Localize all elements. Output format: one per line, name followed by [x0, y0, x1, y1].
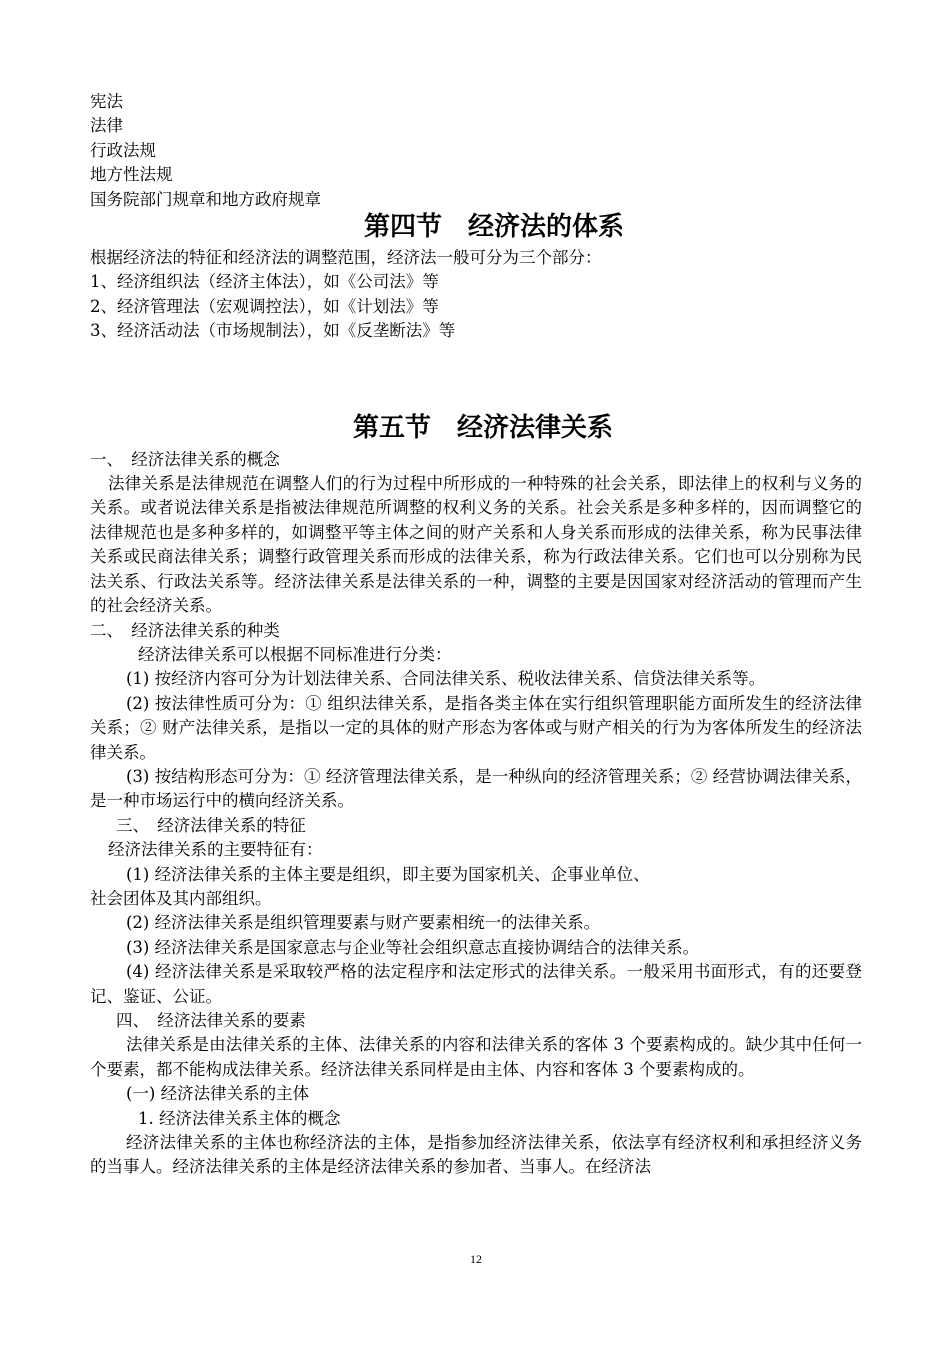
sub-heading: 1. 经济法律关系主体的概念: [138, 1108, 341, 1128]
subsection-heading: 四、 经济法律关系的要素: [116, 1011, 306, 1030]
subsection-heading: 一、 经济法律关系的概念: [90, 449, 280, 469]
list-item: (4) 经济法律关系是采取较严格的法定程序和法定形式的法律关系。一般采用书面形式，有的还要登记、鉴证、公证。: [90, 962, 862, 1006]
list-item: (2) 按法律性质可分为：① 组织法律关系，是指各类主体在实行组织管理职能方面所发生的经济法律关系；② 财产法律关系，是指以一定的具体的财产形态为客体或与财产相关的行为为客体所发生的经济法律关系。: [90, 693, 862, 762]
paragraph: 法律关系是法律规范在调整人们的行为过程中所形成的一种特殊的社会关系，即法律上的权利与义务的关系。或者说法律关系是指被法律规范所调整的权利义务的关系。社会关系是多种多样的，因而调整它的法律规范也是多种多样的，如调整平等主体之间的财产关系和人身关系而形成的法律关系，称为民事法律关系或民商法律关系；调整行政管理关系而形成的法律关系，称为行政法律关系。它们也可以分别称为民法关系、行政法关系等。经济法律关系是法律关系的一种，调整的主要是因国家对经济活动的管理而产生的社会经济关系。: [90, 474, 862, 616]
source-item: 宪法: [90, 92, 123, 111]
paragraph: 法律关系是由法律关系的主体、法律关系的内容和法律关系的客体 3 个要素构成的。缺少其中任何一个要素，都不能构成法律关系。经济法律关系同样是由主体、内容和客体 3 个要素构成的。: [90, 1035, 862, 1079]
section5-title: 第五节 经济法律关系: [352, 412, 613, 443]
section4-item: 2、经济管理法（宏观调控法），如《计划法》等: [90, 296, 439, 316]
paragraph: 经济法律关系的主体也称经济法的主体，是指参加经济法律关系，依法享有经济权利和承担经济义务的当事人。经济法律关系的主体是经济法律关系的参加者、当事人。在经济法: [90, 1133, 862, 1177]
subsection-heading: 二、 经济法律关系的种类: [90, 620, 280, 640]
source-item: 国务院部门规章和地方政府规章: [90, 189, 321, 209]
list-item: (3) 经济法律关系是国家意志与企业等社会组织意志直接协调结合的法律关系。: [126, 937, 700, 957]
document-page: [90, 90, 862, 1180]
section4-item: 3、经济活动法（市场规制法），如《反垄断法》等: [90, 321, 456, 341]
page-number: 12: [470, 1252, 482, 1266]
subsection-heading: 三、 经济法律关系的特征: [116, 815, 306, 835]
list-item: (2) 经济法律关系是组织管理要素与财产要素相统一的法律关系。: [126, 913, 601, 933]
section4-intro: 根据经济法的特征和经济法的调整范围，经济法一般可分为三个部分：: [90, 248, 602, 268]
paragraph: 经济法律关系可以根据不同标准进行分类：: [138, 644, 452, 664]
paragraph: 经济法律关系的主要特征有：: [108, 840, 323, 860]
section4-title: 第四节 经济法的体系: [363, 212, 624, 243]
list-item: (1) 经济法律关系的主体主要是组织，即主要为国家机关、企事业单位、: [126, 864, 650, 884]
source-item: 行政法规: [90, 140, 156, 160]
sub-heading: (一) 经济法律关系的主体: [126, 1084, 310, 1104]
list-item: (1) 按经济内容可分为计划法律关系、合同法律关系、税收法律关系、信贷法律关系等。: [126, 669, 766, 689]
list-item: (3) 按结构形态可分为：① 经济管理法律关系，是一种纵向的经济管理关系；② 经营协调法律关系，是一种市场运行中的横向经济关系。: [90, 766, 862, 811]
section4-item: 1、经济组织法（经济主体法），如《公司法》等: [90, 272, 439, 292]
source-item: 法律: [90, 116, 123, 136]
list-item: 社会团体及其内部组织。: [90, 888, 272, 908]
source-item: 地方性法规: [90, 165, 173, 185]
